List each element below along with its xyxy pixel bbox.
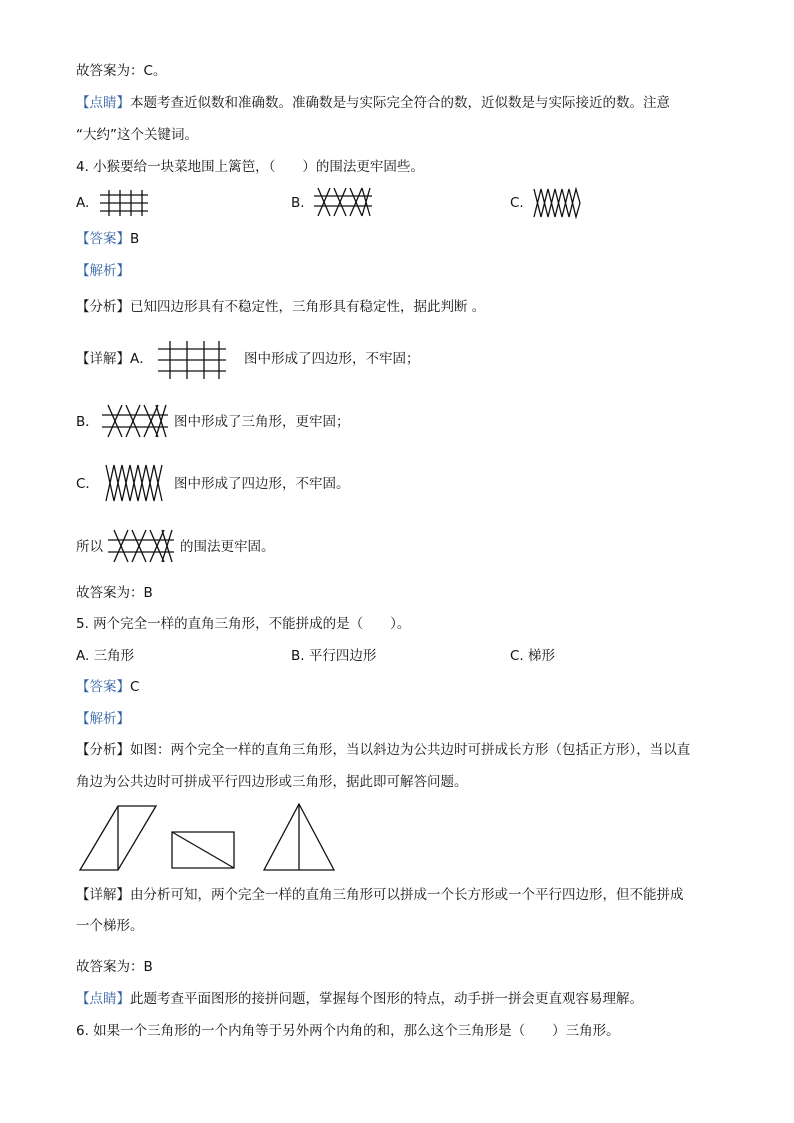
q4-detail-a-text: 图中形成了四边形，不牢固； [244, 351, 420, 367]
q5-final: 故答案为：B [76, 959, 153, 975]
q5-option-a: A. 三角形 [76, 648, 135, 664]
q5-answer [76, 678, 139, 696]
q5-note [76, 990, 643, 1008]
fence-b-detail-figure [100, 403, 170, 439]
q5-stem: 5. 两个完全一样的直角三角形，不能拼成的是（ ）。 [76, 616, 411, 632]
q5-fenxi [76, 741, 690, 759]
q4-detail-c-text: 图中形成了四边形，不牢固。 [174, 476, 350, 492]
note-label: 【点睛】 [76, 95, 130, 111]
fence-a-figure [98, 188, 150, 218]
fenxi-label: 【分析】 [76, 299, 130, 315]
q4-option-a-label: A. [76, 195, 90, 211]
answer-label: 【答案】 [76, 231, 130, 247]
q5-detail-cont: 一个梯形。 [76, 918, 144, 934]
q4-stem: 4. 小猴要给一块菜地围上篱笆，（ ）的围法更牢固些。 [76, 159, 424, 175]
q4-answer [76, 230, 139, 248]
rectangle-figure [170, 830, 236, 870]
q4-detail-b-text: 图中形成了三角形，更牢固； [174, 414, 350, 430]
detail-a-prefix: A． [130, 351, 153, 367]
note-text: 此题考查平面图形的接拼问题，掌握每个图形的特点，动手拼一拼会更直观容易理解。 [130, 991, 643, 1007]
q4-detail-a [76, 350, 153, 368]
note-text: 本题考查近似数和准确数。准确数是与实际完全符合的数，近似数是与实际接近的数。注意 [130, 95, 670, 111]
q5-option-c: C. 梯形 [510, 648, 556, 664]
fenxi-text: 如图：两个完全一样的直角三角形，当以斜边为公共边时可拼成长方形（包括正方形），当以直 [130, 742, 691, 758]
detail-label: 【详解】 [76, 351, 130, 367]
fenxi-text: 已知四边形具有不稳定性，三角形具有稳定性，据此判断 。 [130, 299, 486, 315]
q4-analysis-label: 【解析】 [76, 263, 130, 279]
q4-option-c-label: C. [510, 195, 524, 211]
answer-label: 【答案】 [76, 679, 130, 695]
q4-fenxi [76, 298, 485, 316]
q6-stem: 6. 如果一个三角形的一个内角等于另外两个内角的和，那么这个三角形是（ ）三角形。 [76, 1023, 620, 1039]
note-label: 【点睛】 [76, 991, 130, 1007]
q4-so-prefix: 所以 [76, 539, 103, 555]
q3-answer-line: 故答案为：C。 [76, 63, 167, 79]
fence-c-detail-figure [104, 463, 166, 503]
parallelogram-figure [78, 804, 158, 872]
q4-final: 故答案为：B [76, 585, 153, 601]
q4-detail-c-prefix: C． [76, 476, 99, 492]
fence-b-conclusion-figure [106, 528, 176, 564]
q4-detail-b-prefix: B． [76, 414, 99, 430]
fenxi-label: 【分析】 [76, 742, 130, 758]
q5-option-b: B. 平行四边形 [291, 648, 377, 664]
q5-fenxi-cont: 角边为公共边时可拼成平行四边形或三角形，据此即可解答问题。 [76, 774, 468, 790]
detail-text: 由分析可知，两个完全一样的直角三角形可以拼成一个长方形或一个平行四边形，但不能拼成 [130, 887, 684, 903]
fence-a-detail-figure [156, 339, 228, 381]
q3-note-cont: “大约”这个关键词。 [76, 127, 198, 143]
fence-b-figure [312, 186, 374, 218]
q4-option-b-label: B. [291, 195, 305, 211]
answer-value: B [130, 231, 140, 247]
q5-detail [76, 886, 684, 904]
answer-value: C [130, 679, 140, 695]
detail-label: 【详解】 [76, 887, 130, 903]
triangle-figure [262, 802, 336, 872]
q4-so-text: 的围法更牢固。 [180, 539, 275, 555]
q5-analysis-label: 【解析】 [76, 711, 130, 727]
q3-note [76, 94, 670, 112]
fence-c-figure [532, 187, 582, 219]
